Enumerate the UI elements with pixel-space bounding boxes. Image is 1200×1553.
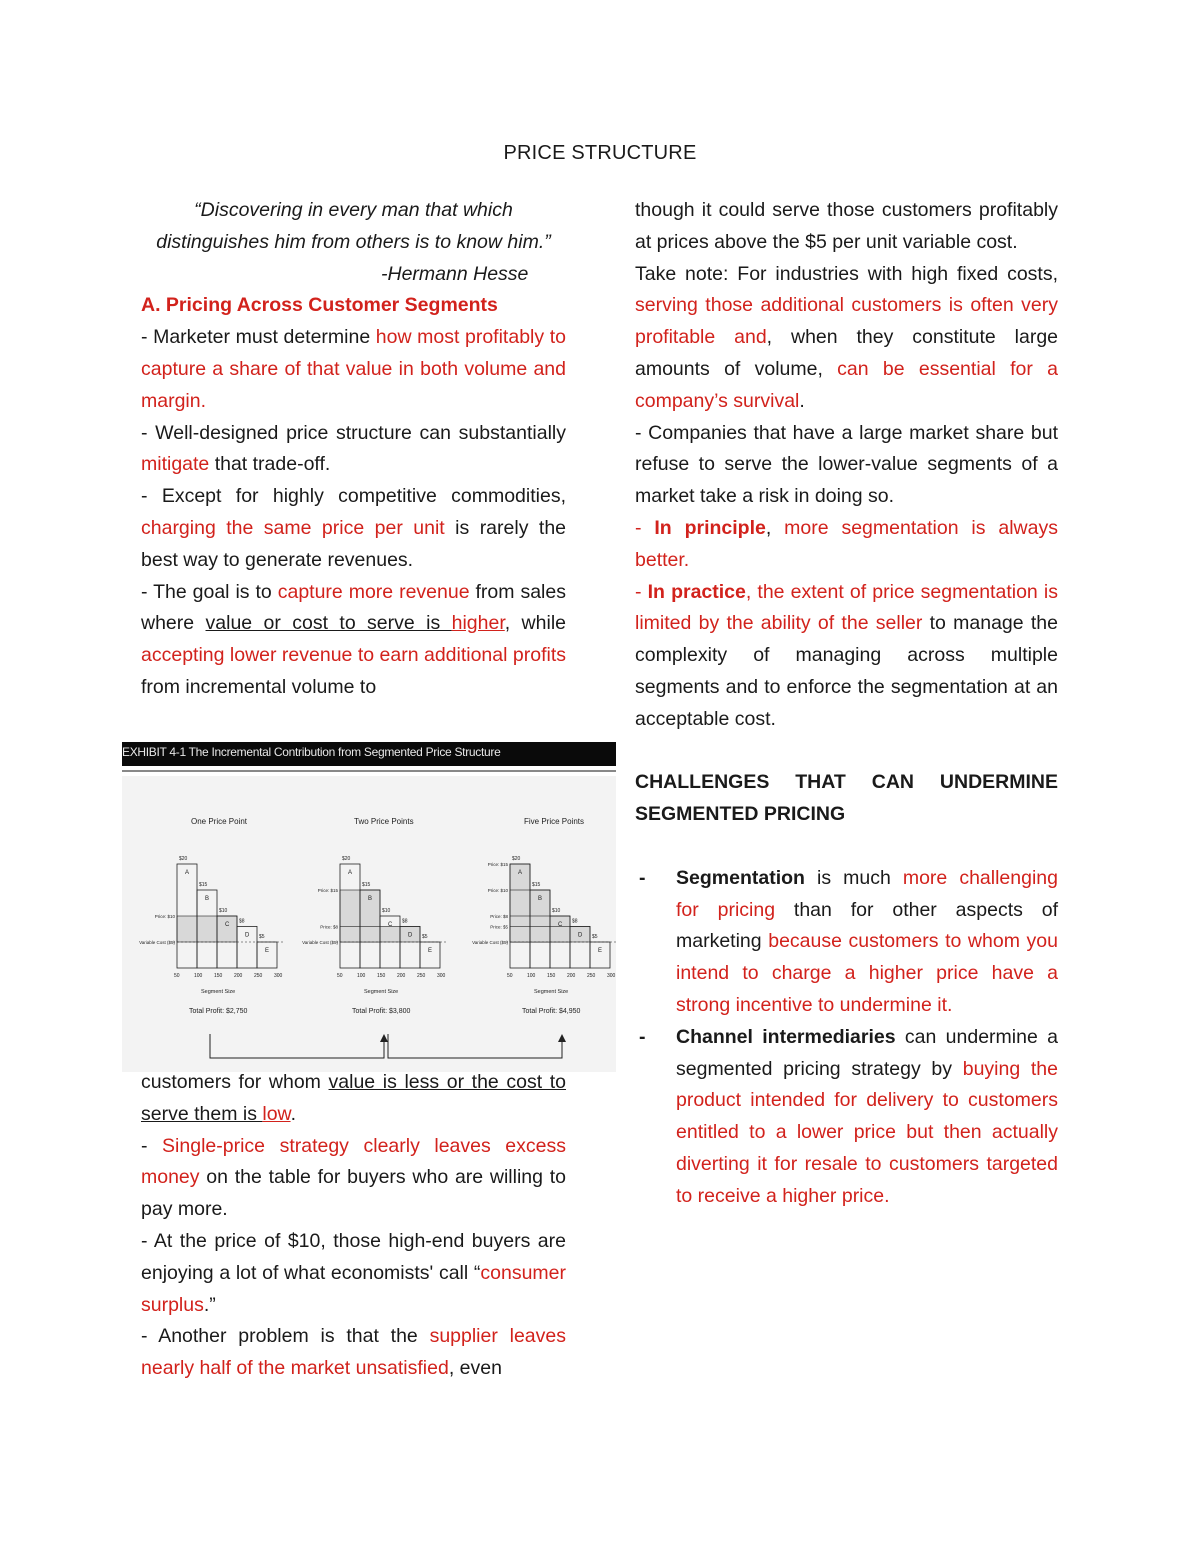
- axis-tick-label: 100: [194, 973, 203, 979]
- paragraph: - Companies that have a large market share but refuse to serve the lower-value segments of a market take a risk in doing so.: [635, 421, 1058, 508]
- segment-bar: [257, 942, 277, 968]
- axis-tick-label: 100: [527, 973, 536, 979]
- captured-contribution: [177, 916, 237, 942]
- paragraph: Take note: For industries with high fixed costs, serving those additional customers is often very profitable and, when they constitute large amounts of volume, can be essential for a company’s survival.: [635, 262, 1059, 412]
- paragraph: - Marketer must determine how most profitably to capture a share of that value in both volume and margin.: [141, 326, 566, 412]
- price-level-label: Price: $15: [317, 888, 338, 893]
- bullet-dash: -: [639, 866, 646, 889]
- total-profit-label: Total Profit: $2,750: [189, 1008, 248, 1015]
- price-level-label: Variable Cost ($5): [302, 940, 338, 945]
- segment-price-label: $15: [199, 882, 208, 888]
- connector-arrow: [388, 1034, 562, 1058]
- challenges-heading: CHALLENGES THAT CAN UNDERMINE SEGMENTED PRICING: [635, 771, 1058, 826]
- axis-tick-label: 50: [174, 973, 180, 979]
- segment-letter: C: [225, 922, 230, 928]
- axis-tick-label: 300: [274, 973, 283, 979]
- paragraph: - In practice, the extent of price segmentation is limited by the ability of the seller to manage the complexity of managing across multiple segments and to enforce the segmentation at an acceptable cost.: [635, 580, 1058, 730]
- right-column: [635, 195, 1058, 1213]
- segment-price-label: $20: [512, 856, 521, 862]
- segment-letter: B: [538, 896, 543, 902]
- axis-tick-label: 150: [547, 973, 556, 979]
- total-profit-label: Total Profit: $4,950: [522, 1008, 581, 1015]
- section-heading: A. Pricing Across Customer Segments: [141, 294, 498, 317]
- panel-title: Two Price Points: [354, 817, 414, 826]
- segment-price-label: $5: [422, 934, 428, 940]
- price-level-label: Price: $10: [154, 914, 175, 919]
- segment-price-label: $20: [179, 856, 188, 862]
- axis-tick-label: 50: [507, 973, 513, 979]
- segment-letter: A: [348, 870, 353, 876]
- bullet-item: - Channel intermediaries can undermine a segmented pricing strategy by buying the product intended for delivery to customers entitled to a lower price but then actually diverting it for resale to customers targeted to receive a higher price.: [635, 1022, 1058, 1213]
- axis-tick-label: 250: [587, 973, 596, 979]
- segment-price-label: $10: [382, 908, 391, 914]
- paragraph: though it could serve those customers profitably at prices above the $5 per unit variable cost.: [635, 199, 1058, 253]
- x-axis-label: Segment Size: [534, 989, 569, 995]
- segment-price-label: $8: [239, 918, 245, 925]
- exhibit-title-bar: [122, 742, 616, 766]
- axis-tick-label: 100: [357, 973, 366, 979]
- segment-letter: E: [598, 948, 603, 954]
- segment-letter: D: [245, 932, 250, 939]
- segment-price-label: $10: [552, 908, 561, 914]
- price-level-label: Price: $8: [490, 914, 508, 919]
- segment-letter: D: [408, 932, 413, 939]
- price-level-label: Variable Cost ($5): [139, 940, 175, 945]
- segment-price-label: $5: [592, 934, 598, 940]
- paragraph: - Well-designed price structure can substantially mitigate that trade-off.: [141, 421, 566, 476]
- paragraph: - In principle, more segmentation is always better.: [635, 516, 1058, 571]
- segment-letter: D: [578, 932, 583, 939]
- axis-tick-label: 200: [234, 973, 243, 979]
- axis-tick-label: 250: [254, 973, 263, 979]
- segment-bar: [420, 942, 440, 968]
- segment-price-label: $8: [402, 918, 408, 925]
- paragraph: - At the price of $10, those high-end buyers are enjoying a lot of what economists' call “consumer surplus.”: [141, 1229, 566, 1316]
- spacer: [635, 831, 1058, 863]
- exhibit-title: EXHIBIT 4-1 The Incremental Contribution from Segmented Price Structure: [122, 745, 501, 759]
- bullet-item: - Segmentation is much more challenging for pricing than for other aspects of marketing because customers to whom you intend to charge a higher price have a strong incentive to undermine it.: [635, 863, 1058, 1022]
- exhibit-figure: [122, 742, 616, 1072]
- segment-price-label: $10: [219, 908, 228, 914]
- price-level-label: Price: $15: [487, 862, 508, 867]
- paragraph: - The goal is to capture more revenue from sales where value or cost to serve is higher, while accepting lower revenue to earn additional profits from incremental volume to: [141, 580, 566, 698]
- segment-letter: C: [558, 922, 563, 928]
- paragraph: - Single-price strategy clearly leaves excess money on the table for buyers who are willing to pay more.: [141, 1134, 566, 1221]
- axis-tick-label: 300: [607, 973, 616, 979]
- axis-tick-label: 250: [417, 973, 426, 979]
- segment-price-label: $15: [532, 882, 541, 888]
- segment-price-label: $8: [572, 918, 578, 925]
- segment-letter: E: [428, 948, 433, 954]
- total-profit-label: Total Profit: $3,800: [352, 1008, 411, 1015]
- x-axis-label: Segment Size: [364, 989, 399, 995]
- axis-tick-label: 200: [567, 973, 576, 979]
- paragraph: customers for whom value is less or the cost to serve them is low.: [141, 1071, 567, 1125]
- exhibit-diagram: [122, 776, 616, 1072]
- epigraph-author: -Hermann Hesse: [381, 262, 529, 285]
- page-title: PRICE STRUCTURE: [503, 142, 697, 164]
- panel-title: Five Price Points: [524, 817, 585, 826]
- segment-letter: B: [368, 896, 373, 902]
- segment-price-label: $20: [342, 856, 351, 862]
- arrow-head: [558, 1034, 566, 1042]
- segment-letter: A: [185, 870, 190, 876]
- axis-tick-label: 300: [437, 973, 446, 979]
- arrow-head: [380, 1034, 388, 1042]
- price-level-label: Variable Cost ($5): [472, 940, 508, 945]
- segment-bar: [590, 942, 610, 968]
- exhibit-rule: [122, 770, 616, 772]
- segment-letter: C: [388, 922, 393, 928]
- left-column-top: [141, 195, 566, 704]
- spacer: [635, 736, 1058, 768]
- left-column-bottom: [141, 1067, 566, 1385]
- x-axis-label: Segment Size: [201, 989, 236, 995]
- segment-letter: B: [205, 896, 210, 902]
- epigraph-quote: “Discovering in every man that which distinguishes him from others is to know him.”: [156, 199, 551, 253]
- segment-price-label: $15: [362, 882, 371, 888]
- connector-arrow: [210, 1034, 384, 1058]
- paragraph: - Except for highly competitive commodities, charging the same price per unit is rarely the best way to generate revenues.: [141, 485, 567, 571]
- axis-tick-label: 50: [337, 973, 343, 979]
- axis-tick-label: 150: [214, 973, 223, 979]
- price-level-label: Price: $5: [490, 924, 508, 930]
- segment-letter: E: [265, 948, 270, 954]
- paragraph: - Another problem is that the supplier leaves nearly half of the market unsatisfied, even: [141, 1325, 566, 1380]
- segment-price-label: $5: [259, 934, 265, 940]
- bullet-dash: -: [639, 1025, 646, 1048]
- price-level-label: Price: $8: [320, 924, 338, 930]
- axis-tick-label: 200: [397, 973, 406, 979]
- axis-tick-label: 150: [377, 973, 386, 979]
- price-level-label: Price: $10: [487, 888, 508, 893]
- panel-title: One Price Point: [191, 817, 248, 826]
- segment-letter: A: [518, 870, 523, 876]
